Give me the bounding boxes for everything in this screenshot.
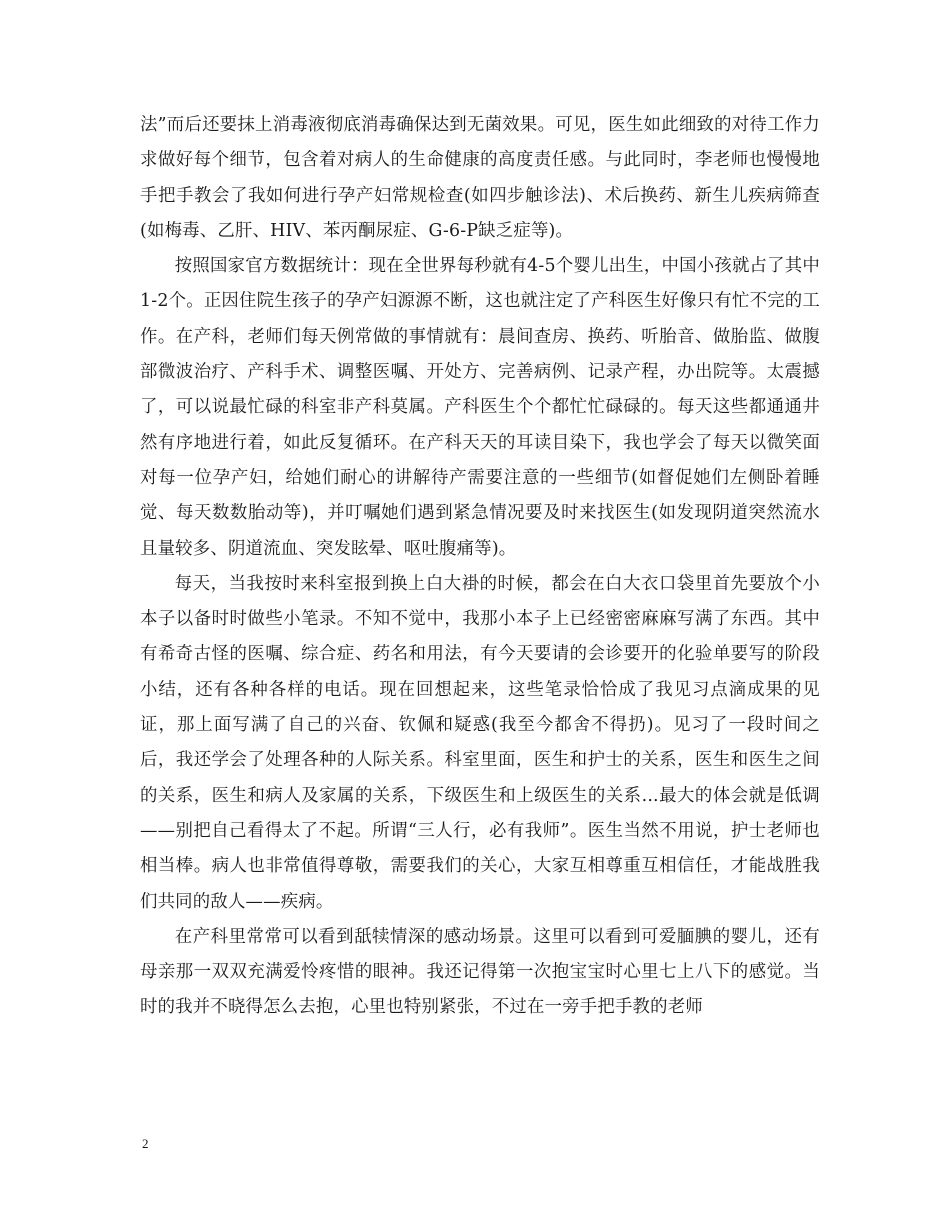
paragraph-3: 每天，当我按时来科室报到换上白大褂的时候，都会在白大衣口袋里首先要放个小本子以备时时做些小笔录。不知不觉中，我那小本子上已经密密麻麻写满了东西。其中有希奇古怪的医嘱、综合症、药名和用法，有今天要请的会诊要开的化验单要写的阶段小结，还有各种各样的电话。现在回想起来，这些笔录恰恰成了我见习点滴成果的见证，那上面写满了自己的兴奋、钦佩和疑惑(我至今都舍不得扔)。见习了一段时间之后，我还学会了处理各种的人际关系。科室里面，医生和护士的关系，医生和医生之间的关系，医生和病人及家属的关系，下级医生和上级医生的关系...最大的体会就是低调——别把自己看得太了不起。所谓“三人行，必有我师”。医生当然不用说，护士老师也相当棒。病人也非常值得尊敬，需要我们的关心，大家互相尊重互相信任，才能战胜我们共同的敌人——疾病。: [140, 573, 820, 912]
page-number: 2: [142, 1136, 149, 1151]
document-page: [140, 108, 820, 1026]
paragraph-4: 在产科里常常可以看到舐犊情深的感动场景。这里可以看到可爱腼腆的婴儿，还有母亲那一双双充满爱怜疼惜的眼神。我还记得第一次抱宝宝时心里七上八下的感觉。当时的我并不晓得怎么去抱，心里也特别紧张，不过在一旁手把手教的老师: [140, 926, 820, 1018]
paragraph-2: 按照国家官方数据统计：现在全世界每秒就有4-5个婴儿出生，中国小孩就占了其中1-2个。正因住院生孩子的孕产妇源源不断，这也就注定了产科医生好像只有忙不完的工作。在产科，老师们每天例常做的事情就有：晨间查房、换药、听胎音、做胎监、做腹部微波治疗、产科手术、调整医嘱、开处方、完善病例、记录产程，办出院等。太震撼了，可以说最忙碌的科室非产科莫属。产科医生个个都忙忙碌碌的。每天这些都通通井然有序地进行着，如此反复循环。在产科天天的耳读目染下，我也学会了每天以微笑面对每一位孕产妇，给她们耐心的讲解待产需要注意的一些细节(如督促她们左侧卧着睡觉、每天数数胎动等)，并叮嘱她们遇到紧急情况要及时来找医生(如发现阴道突然流水且量较多、阴道流血、突发眩晕、呕吐腹痛等)。: [140, 256, 820, 559]
paragraph-1: 法”而后还要抹上消毒液彻底消毒确保达到无菌效果。可见，医生如此细致的对待工作力求做好每个细节，包含着对病人的生命健康的高度责任感。与此同时，李老师也慢慢地手把手教会了我如何进行孕产妇常规检查(如四步触诊法)、术后换药、新生儿疾病筛查(如梅毒、乙肝、HIV、苯丙酮尿症、G-6-P缺乏症等)。: [140, 115, 820, 241]
